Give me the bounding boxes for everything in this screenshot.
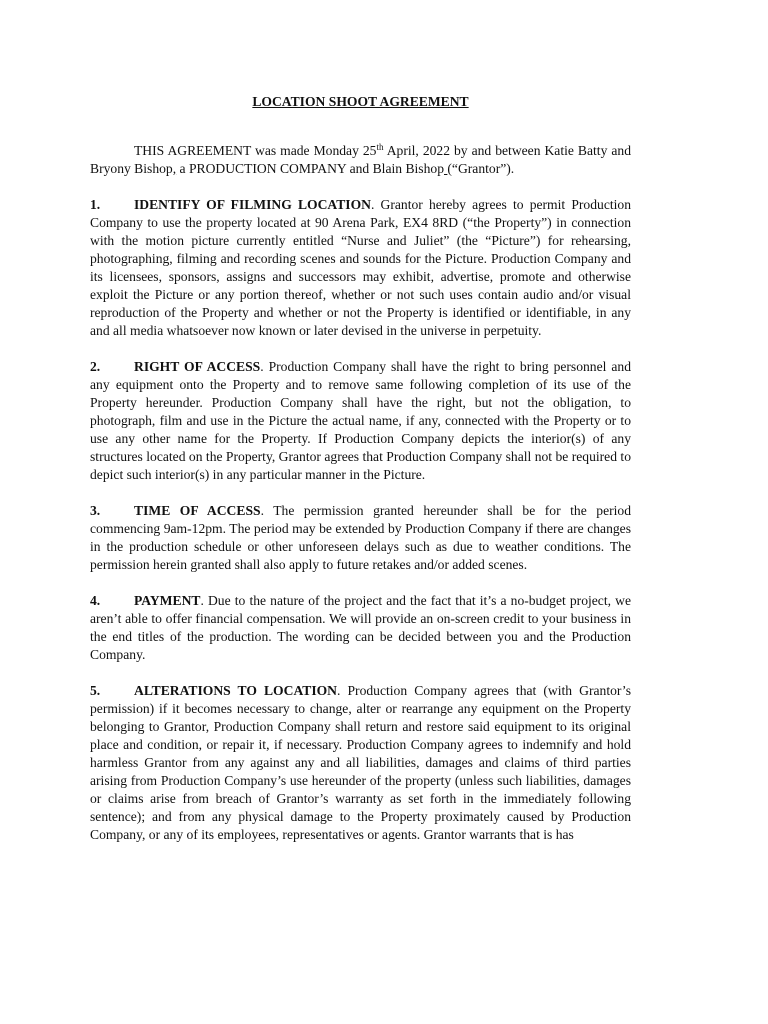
intro-text-2: April, 2022 by and between Katie Batty and Bryony Bishop [90, 143, 631, 176]
section-heading: TIME OF ACCESS [134, 503, 261, 518]
section-2-right-of-access [90, 358, 631, 484]
section-1-identify-location [90, 196, 631, 340]
intro-paragraph [90, 142, 631, 178]
section-number: 4. [90, 593, 101, 608]
agreement-page [90, 93, 631, 862]
section-heading: ALTERATIONS TO LOCATION [134, 683, 338, 698]
section-number: 3. [90, 503, 101, 518]
intro-text-3: a PRODUCTION COMPANY and Blain Bishop [176, 161, 444, 176]
section-body: . Due to the nature of the project and the fact that it’s a no-budget project, we aren’t able to offer financial compensation. We will provide an on-screen credit to your business in the end titles of the production. The wording can be decided between you and the Production Company. [90, 593, 631, 662]
section-number: 1. [90, 197, 101, 212]
section-heading: PAYMENT [134, 593, 201, 608]
section-number: 2. [90, 359, 101, 374]
section-5-alterations [90, 682, 631, 844]
date-ordinal-suffix: th [376, 142, 384, 152]
section-heading: RIGHT OF ACCESS [134, 359, 261, 374]
section-body: . Grantor hereby agrees to permit Production Company to use the property located at 90 Arena Park, EX4 8RD (“the Property”) in connection with the motion picture currently entitled “Nurse and Juliet” (the “Picture”) for rehearsing, photographing, filming and recording scenes and sounds for the Picture. Production Company and its licensees, sponsors, assigns and successors may exhibit, advertise, promote and otherwise exploit the Picture or any portion thereof, whether or not such uses contain audio and/or visual reproduction of the Property and whether or not the Property is identified or identifiable, in any and all media whatsoever now known or later devised in the universe in perpetuity. [90, 197, 631, 338]
section-4-payment [90, 592, 631, 664]
section-number: 5. [90, 683, 101, 698]
intro-text-1: THIS AGREEMENT was made Monday 25 [134, 143, 377, 158]
section-body: . Production Company shall have the right to bring personnel and any equipment onto the Property and to remove same following completion of its use of the Property hereunder. Production Company shall have the right, but not the obligation, to photograph, film and use in the Picture the actual name, if any, connected with the Property or to use any other name for the Property. If Production Company depicts the interior(s) of any structures located on the Property, Grantor agrees that Production Company shall not be required to depict such interior(s) in any particular manner in the Picture. [90, 359, 631, 482]
section-body: . The permission granted hereunder shall be for the period commencing 9am-12pm. The period may be extended by Production Company if there are changes in the production schedule or other unforeseen delays such as due to weather conditions. The permission herein granted shall also apply to future retakes and/or added scenes. [90, 503, 631, 572]
document-title: LOCATION SHOOT AGREEMENT [252, 94, 469, 109]
intro-text-4: (“Grantor”). [447, 161, 515, 176]
section-3-time-of-access [90, 502, 631, 574]
section-body: . Production Company agrees that (with Grantor’s permission) if it becomes necessary to change, alter or rearrange any equipment on the Property belonging to Grantor, Production Company shall return and restore said equipment to its original place and condition, or repair it, if necessary. Production Company agrees to indemnify and hold harmless Grantor from any against any and all liabilities, damages and claims of third parties arising from Production Company’s use hereunder of the property (unless such liabilities, damages or claims arise from breach of Grantor’s warranty as set forth in the immediately following sentence); and from any physical damage to the Property proximately caused by Production Company, or any of its employees, representatives or agents. Grantor warrants that is has [90, 683, 631, 842]
intro-underlined-comma: , [172, 161, 177, 176]
section-heading: IDENTIFY OF FILMING LOCATION [134, 197, 371, 212]
